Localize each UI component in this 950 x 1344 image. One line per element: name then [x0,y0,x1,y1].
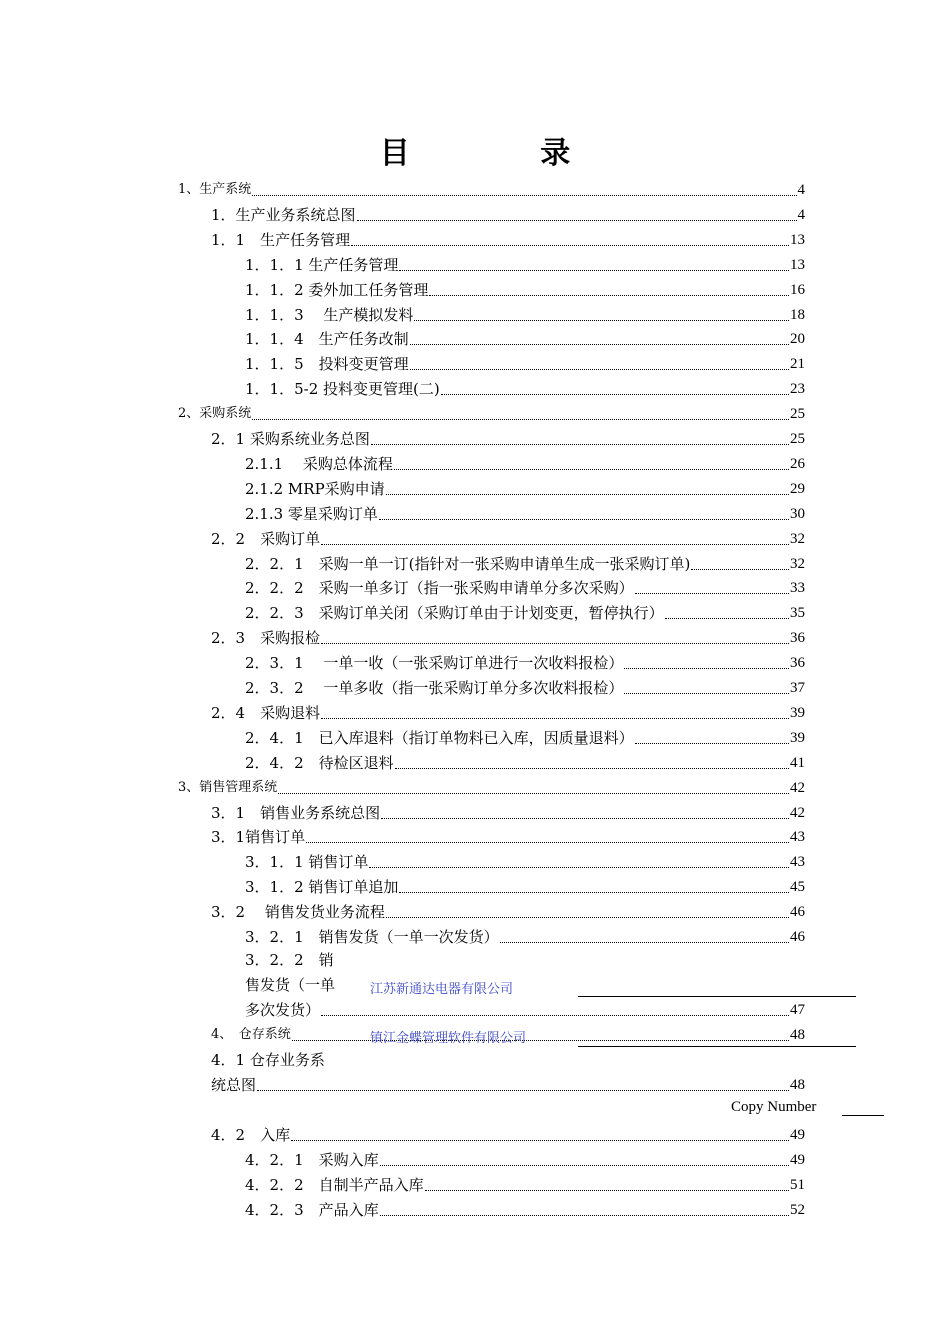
toc-entry-page: 13 [790,256,805,273]
toc-entry-322[interactable] [245,996,805,1020]
divider-line [578,996,856,997]
toc-entry-label: 1、生产系统 [178,182,252,197]
toc-entry[interactable] [245,276,805,300]
toc-entry[interactable] [211,226,805,250]
toc-entry-page: 43 [790,829,805,846]
toc-entry-label: 2．1 采购系统业务总图 [211,430,370,448]
toc-entry-label: 1．生产业务系统总图 [211,205,356,224]
toc-entry-label: 2．3．1 一单一收（一张采购订单进行一次收料报检） [245,654,624,673]
toc-entry-label: 3．1．2 销售订单追加 [245,878,399,897]
company-name-secondary: 镇江金蝶管理软件有限公司 [370,1031,527,1046]
toc-entry-label: 2．2．3 采购订单关闭（采购订单由于计划变更，暂停执行） [245,604,664,623]
toc-entry-page: 52 [790,1201,805,1218]
toc-entry-page: 21 [790,356,805,373]
toc-entry-page: 41 [790,754,805,771]
leader-dots [386,493,789,495]
toc-entry-page: 51 [790,1176,805,1193]
toc-entry-page: 32 [790,530,805,547]
leader-dots [386,916,789,918]
toc-entry[interactable] [245,475,805,499]
toc-entry-label: 2．4 采购退料 [211,703,321,722]
toc-entry-page: 48 [790,1077,805,1093]
toc-entry[interactable] [211,898,805,922]
leader-dots [635,742,789,744]
toc-entry-page: 29 [790,480,805,497]
divider-line [578,1046,856,1047]
toc-entry-label: 2．4．1 已入库退料（指订单物料已入库，因质量退料） [245,728,634,747]
toc-entry[interactable] [178,400,805,424]
toc-entry-page: 23 [790,381,805,398]
toc-entry-label: 4、 仓存系统 [211,1027,291,1042]
toc-entry[interactable] [211,624,805,648]
toc-entry-label: 2、采购系统 [178,406,252,422]
toc-entry-page: 16 [790,281,805,298]
toc-entry[interactable] [245,301,805,325]
toc-entry-page: 30 [790,505,805,522]
toc-entry-label: 3．2．1 销售发货（一单一次发货） [245,928,499,946]
leader-dots [306,841,789,843]
toc-entry-page: 39 [790,729,805,746]
toc-entry-322-line2[interactable]: 售发货（一单 [245,976,336,994]
leader-dots [624,667,789,669]
toc-entry-page: 35 [790,605,805,622]
toc-entry[interactable] [211,1121,805,1145]
toc-entry-label: 4．2 入库 [211,1126,291,1144]
toc-entry-label: 2．4．2 待检区退料 [245,753,394,772]
leader-dots [278,792,789,794]
leader-dots [410,343,789,345]
toc-entry[interactable] [245,749,805,773]
toc-entry[interactable] [245,574,805,598]
toc-entry[interactable] [211,699,805,723]
toc-entry-page: 25 [790,406,805,423]
toc-entry-label: 多次发货） [245,1001,321,1019]
toc-entry-label: 3、销售管理系统 [178,779,278,795]
copy-number-line [842,1115,884,1116]
leader-dots [252,194,796,196]
toc-entry[interactable] [211,799,805,823]
company-name-primary: 江苏新通达电器有限公司 [370,982,514,997]
toc-entry-322-line1[interactable]: 3．2．2 销 [245,951,334,969]
toc-entry[interactable] [245,1171,805,1195]
toc-entry-label: 1．1．5 投料变更管理 [245,355,409,374]
toc-entry-page: 26 [790,455,805,472]
toc-entry-page: 46 [790,904,805,921]
leader-dots [321,543,789,545]
toc-entry-label: 3．1 销售业务系统总图 [211,803,381,822]
toc-entry-41-line1[interactable]: 4．1 仓存业务系 [211,1051,325,1069]
toc-entry[interactable] [245,1196,805,1220]
toc-entry-label: 2.1.1 采购总体流程 [245,454,393,473]
toc-entry-page: 49 [790,1127,805,1143]
toc-entry[interactable] [245,649,805,673]
toc-entry[interactable] [245,500,805,524]
toc-entry-label: 3．1．1 销售订单 [245,853,369,872]
toc-entry[interactable] [211,201,805,225]
toc-entry-page: 45 [790,879,805,896]
leader-dots [624,692,789,694]
toc-entry-page: 4 [797,206,805,223]
toc-entry[interactable] [211,525,805,549]
leader-dots [500,941,789,943]
leader-dots [381,817,789,819]
toc-entry[interactable] [245,923,805,947]
toc-entry-page: 4 [797,182,805,198]
toc-entry-label: 1．1．5-2 投料变更管理(二) [245,380,440,399]
toc-entry[interactable] [245,1146,805,1170]
toc-entry-label: 4．2．3 产品入库 [245,1200,379,1219]
toc-entry-label: 1．1．2 委外加工任务管理 [245,280,429,299]
toc-entry-label: 2.1.2 MRP采购申请 [245,479,385,498]
toc-entry-label: 3．1销售订单 [211,828,306,847]
leader-dots [394,468,789,470]
toc-entry[interactable] [245,599,805,623]
toc-entry-label: 2．3．2 一单多收（指一张采购订单分多次收料报检） [245,679,624,697]
toc-entry-label: 2．2．2 采购一单多订（指一张采购申请单分多次采购） [245,579,634,598]
toc-entry-label: 2．2 采购订单 [211,529,321,548]
toc-entry[interactable] [245,674,805,698]
leader-dots [357,219,797,221]
toc-entry-label: 1．1．1 生产任务管理 [245,255,399,274]
toc-entry-label: 1．1．3 生产模拟发料 [245,305,414,324]
copy-number-label: Copy Number [731,1099,817,1115]
toc-entry-label: 4．2．1 采购入库 [245,1150,379,1169]
toc-entry[interactable] [245,325,805,349]
toc-entry[interactable] [178,774,805,798]
toc-entry[interactable] [245,724,805,748]
toc-entry[interactable] [211,823,805,847]
toc-entry-label: 4．2．2 自制半产品入库 [245,1175,424,1194]
toc-entry-label: 2.1.3 零星采购订单 [245,504,378,523]
leader-dots [414,319,789,321]
leader-dots [395,767,789,769]
toc-entry[interactable] [178,176,805,200]
toc-entry-page: 18 [790,306,805,323]
toc-entry-page: 49 [790,1151,805,1168]
page-title: 目 录 [379,136,631,171]
toc-entry-page: 13 [790,231,805,248]
leader-dots [351,244,789,246]
leader-dots [369,866,789,868]
toc-entry[interactable] [245,251,805,275]
toc-entry-page: 20 [790,331,805,348]
toc-entry-page: 46 [790,929,805,945]
toc-entry-page: 48 [790,1027,805,1043]
toc-entry[interactable] [245,873,805,897]
leader-dots [425,1189,789,1191]
leader-dots [379,518,789,520]
leader-dots [410,368,789,370]
toc-entry[interactable] [245,848,805,872]
leader-dots [321,1014,789,1016]
toc-entry[interactable] [211,425,805,449]
leader-dots [441,393,789,395]
toc-entry-page: 33 [790,580,805,597]
leader-dots [321,642,789,644]
leader-dots [380,1164,789,1166]
toc-entry-label: 1．1 生产任务管理 [211,230,351,249]
leader-dots [321,717,789,719]
toc-entry-41[interactable] [211,1071,805,1095]
leader-dots [371,443,789,445]
toc-entry-page: 47 [790,1002,805,1018]
leader-dots [291,1139,789,1141]
leader-dots [292,1039,789,1041]
toc-entry-label: 统总图 [211,1076,257,1094]
toc-entry-label: 3．2 销售发货业务流程 [211,903,385,922]
toc-entry-page: 39 [790,704,805,721]
toc-entry[interactable] [245,375,805,399]
toc-entry-page: 25 [790,431,805,447]
toc-entry-label: 1．1．4 生产任务改制 [245,330,409,349]
leader-dots [429,294,789,296]
leader-dots [691,568,789,570]
toc-entry-page: 36 [790,630,805,647]
leader-dots [635,592,789,594]
leader-dots [380,1214,789,1216]
leader-dots [257,1089,789,1091]
toc-entry-page: 42 [790,779,805,796]
toc-entry-page: 36 [790,655,805,672]
leader-dots [399,891,789,893]
toc-entry-label: 2．2．1 采购一单一订(指针对一张采购申请单生成一张采购订单) [245,554,691,573]
leader-dots [399,269,789,271]
leader-dots [665,617,789,619]
toc-entry-page: 43 [790,854,805,871]
leader-dots [252,418,789,420]
toc-entry[interactable] [245,550,805,574]
toc-entry-label: 2．3 采购报检 [211,629,321,648]
toc-entry-page: 32 [790,555,805,572]
toc-entry[interactable] [245,450,805,474]
toc-entry-page: 42 [790,804,805,821]
toc-entry[interactable] [245,350,805,374]
toc-entry-page: 37 [790,680,805,696]
